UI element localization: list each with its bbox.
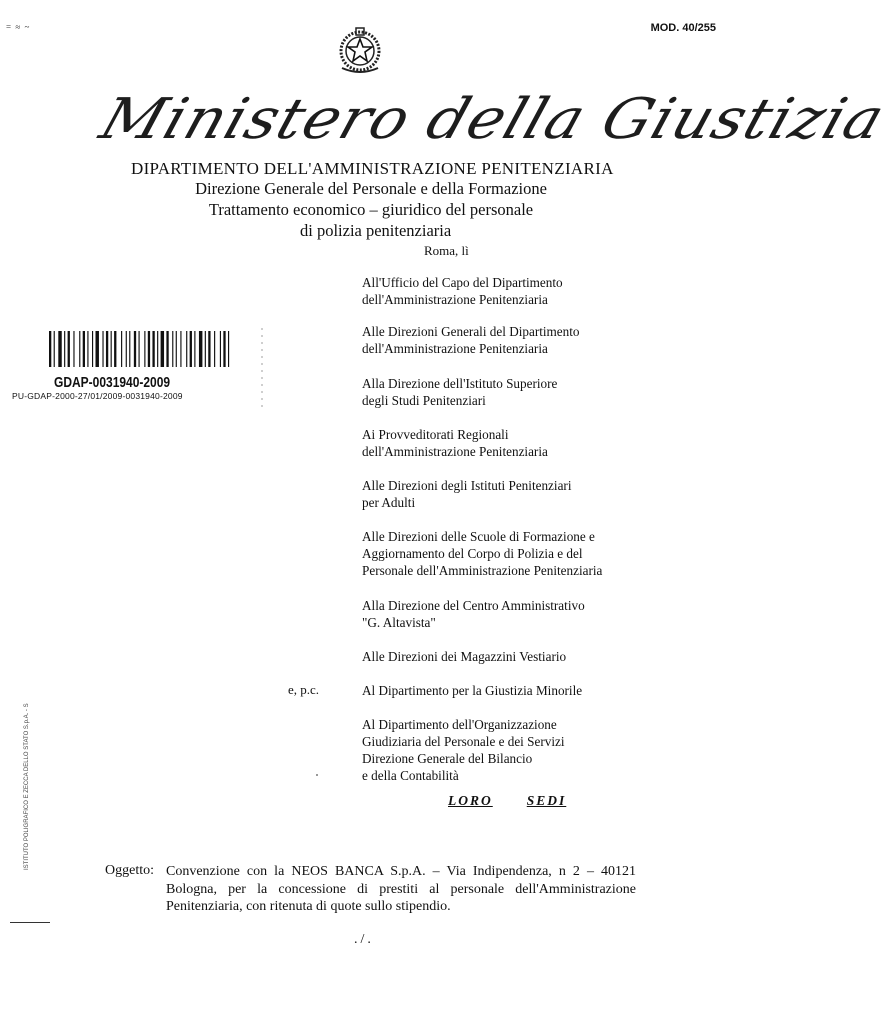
recipient-line: dell'Amministrazione Penitenziaria xyxy=(362,292,548,307)
recipient xyxy=(362,477,642,511)
barcode-bar xyxy=(96,331,99,367)
office-line-2: di polizia penitenziaria xyxy=(300,221,452,240)
recipient-line: Alle Direzioni dei Magazzini Vestiario xyxy=(362,649,567,664)
barcode-bar xyxy=(190,331,192,367)
recipient xyxy=(362,682,642,699)
place-date: Roma, lì xyxy=(424,243,469,258)
barcode-bar xyxy=(172,331,173,367)
barcode-bar xyxy=(205,331,206,367)
directorate-line: Direzione Generale del Personale e della Formazione xyxy=(195,179,547,198)
corner-marks: = ≈ ~ xyxy=(6,22,31,32)
sedi-word: SEDI xyxy=(526,793,567,808)
recipient-line: dell'Amministrazione Penitenziaria xyxy=(362,444,548,459)
scan-speck xyxy=(316,774,318,776)
barcode-bar xyxy=(176,331,177,367)
barcode-bar xyxy=(139,331,140,367)
barcode-bar xyxy=(214,331,215,367)
barcode-bar xyxy=(54,331,55,367)
barcode-bar xyxy=(166,331,168,367)
barcode-bar xyxy=(68,331,70,367)
recipient xyxy=(362,426,642,460)
margin-rule xyxy=(10,922,50,923)
barcode-number: GDAP-0031940-2009 xyxy=(54,373,171,391)
barcode-bar xyxy=(220,331,221,367)
barcode-bar xyxy=(121,331,122,367)
recipient-line: Alla Direzione dell'Istituto Superiore xyxy=(362,376,558,391)
recipient-line: Alle Direzioni Generali del Dipartimento xyxy=(362,324,580,339)
subject-text: Convenzione con la NEOS BANCA S.p.A. – Via Indipendenza, n 2 – 40121 Bologna, per la concessione di prestiti al personale dell'Amministrazione Penitenziaria, con ritenuta di quote sullo stipendio. xyxy=(166,864,636,914)
barcode-bar xyxy=(87,331,88,367)
recipient-line: Giudiziaria del Personale e dei Servizi xyxy=(362,734,565,749)
republic-emblem-icon xyxy=(334,24,386,76)
department-name: DIPARTIMENTO DELL'AMMINISTRAZIONE PENITENZIARIA xyxy=(131,159,614,178)
barcode-bar xyxy=(106,331,108,367)
barcode-bar xyxy=(194,331,195,367)
recipient-line: Aggiornamento del Corpo di Polizia e del xyxy=(362,546,583,561)
recipient-line: "G. Altavista" xyxy=(362,615,436,630)
recipient xyxy=(362,597,642,631)
barcode-bar xyxy=(126,331,127,367)
office-line: Trattamento economico – giuridico del personale xyxy=(208,200,534,219)
barcode-bar xyxy=(148,331,150,367)
recipient xyxy=(362,274,642,308)
barcode-bar xyxy=(129,331,130,367)
barcode-bar xyxy=(73,331,74,367)
recipient xyxy=(362,648,642,665)
protocol-barcode xyxy=(49,331,231,367)
recipient-line: degli Studi Penitenziari xyxy=(362,393,486,408)
recipient xyxy=(362,375,642,409)
barcode-bar xyxy=(208,331,210,367)
barcode-bar xyxy=(114,331,116,367)
barcode-bar xyxy=(223,331,225,367)
barcode-bar xyxy=(134,331,136,367)
printer-imprint: ISTITUTO POLIGRAFICO E ZECCA DELLO STATO S.p.A. - S xyxy=(24,703,30,870)
barcode-bar xyxy=(79,331,80,367)
protocol-line: PU-GDAP-2000-27/01/2009-0031940-2009 xyxy=(12,391,183,401)
recipient-line: Al Dipartimento dell'Organizzazione xyxy=(362,717,557,732)
ministry-logo: Ministero della Giustizia xyxy=(92,87,893,152)
recipient-line: Alle Direzioni delle Scuole di Formazione e xyxy=(362,529,595,544)
barcode-bar xyxy=(49,331,51,367)
cc-label: e, p.c. xyxy=(288,682,320,697)
barcode-bar xyxy=(180,331,181,367)
continuation-mark: ./. xyxy=(354,932,374,947)
recipient-line: Personale dell'Amministrazione Penitenziaria xyxy=(362,563,603,578)
recipient xyxy=(362,323,642,357)
recipient xyxy=(362,716,642,784)
barcode-bar xyxy=(83,331,85,367)
barcode-bar xyxy=(92,331,93,367)
barcode-bar xyxy=(144,331,145,367)
recipient-line: All'Ufficio del Capo del Dipartimento xyxy=(362,275,563,290)
recipient-line: e della Contabilità xyxy=(362,768,459,783)
recipient-line: Alla Direzione del Centro Amministrativo xyxy=(362,598,585,613)
recipient-line: Al Dipartimento per la Giustizia Minorile xyxy=(362,683,583,698)
barcode-bar xyxy=(111,331,112,367)
recipient-line: Alle Direzioni degli Istituti Penitenziari xyxy=(362,478,572,493)
recipient-line: Ai Provveditorati Regionali xyxy=(362,427,509,442)
recipient-line: per Adulti xyxy=(362,495,416,510)
barcode-bar xyxy=(58,331,61,367)
recipient xyxy=(362,528,642,579)
form-code: MOD. 40/255 xyxy=(650,22,716,34)
barcode-bar xyxy=(152,331,154,367)
barcode-bar xyxy=(199,331,202,367)
subject-label: Oggetto: xyxy=(105,863,154,878)
dotted-margin xyxy=(258,328,266,408)
barcode-bar xyxy=(228,331,229,367)
barcode-bar xyxy=(186,331,187,367)
recipient-line: Direzione Generale del Bilancio xyxy=(362,751,533,766)
barcode-bar xyxy=(64,331,65,367)
barcode-bar xyxy=(161,331,164,367)
loro-sedi xyxy=(448,793,566,809)
loro-word: LORO xyxy=(448,793,493,808)
barcode-bar xyxy=(102,331,103,367)
barcode-bar xyxy=(157,331,158,367)
recipient-line: dell'Amministrazione Penitenziaria xyxy=(362,341,548,356)
